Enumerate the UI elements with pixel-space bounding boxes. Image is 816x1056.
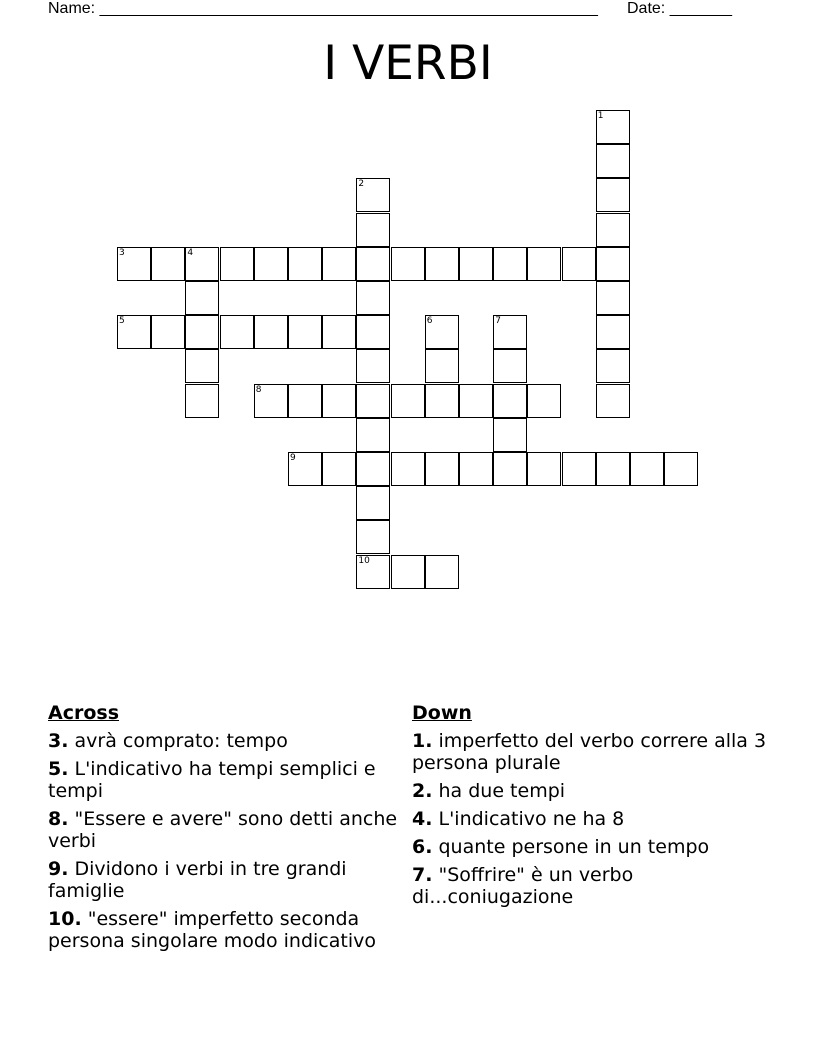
grid-cell[interactable] bbox=[356, 486, 390, 520]
clue-number-label: 5. bbox=[48, 758, 69, 780]
clue-number: 2 bbox=[358, 179, 365, 190]
clue-text: "essere" imperfetto seconda persona singolare modo indicativo bbox=[48, 908, 376, 952]
down-clue bbox=[412, 864, 772, 908]
grid-cell[interactable] bbox=[425, 247, 459, 281]
grid-cell[interactable] bbox=[630, 452, 664, 486]
grid-cell[interactable] bbox=[117, 247, 151, 281]
grid-cell[interactable] bbox=[391, 247, 425, 281]
clue-text: quante persone in un tempo bbox=[432, 836, 710, 858]
grid-cell[interactable] bbox=[288, 452, 322, 486]
clue-text: L'indicativo ne ha 8 bbox=[432, 808, 625, 830]
grid-cell[interactable] bbox=[220, 247, 254, 281]
grid-cell[interactable] bbox=[425, 315, 459, 349]
grid-cell[interactable] bbox=[254, 384, 288, 418]
clue-number-label: 1. bbox=[412, 730, 433, 752]
grid-cell[interactable] bbox=[493, 349, 527, 383]
grid-cell[interactable] bbox=[459, 247, 493, 281]
grid-cell[interactable] bbox=[527, 384, 561, 418]
grid-cell[interactable] bbox=[185, 315, 219, 349]
grid-cell[interactable] bbox=[322, 452, 356, 486]
clue-number-label: 7. bbox=[412, 864, 433, 886]
across-clue bbox=[48, 908, 408, 952]
clue-number-label: 2. bbox=[412, 780, 433, 802]
grid-cell[interactable] bbox=[425, 555, 459, 589]
clue-number-label: 10. bbox=[48, 908, 82, 930]
grid-cell[interactable] bbox=[356, 349, 390, 383]
clue-text: Dividono i verbi in tre grandi famiglie bbox=[48, 858, 347, 902]
grid-cell[interactable] bbox=[288, 247, 322, 281]
clue-number-label: 4. bbox=[412, 808, 433, 830]
grid-cell[interactable] bbox=[527, 452, 561, 486]
grid-cell[interactable] bbox=[322, 247, 356, 281]
clue-number-label: 3. bbox=[48, 730, 69, 752]
down-heading: Down bbox=[412, 702, 472, 724]
grid-cell[interactable] bbox=[459, 452, 493, 486]
grid-cell[interactable] bbox=[356, 520, 390, 554]
clue-number: 8 bbox=[255, 384, 262, 395]
across-clue bbox=[48, 858, 408, 902]
grid-cell[interactable] bbox=[356, 315, 390, 349]
clue-text: imperfetto del verbo correre alla 3 persona plurale bbox=[412, 730, 767, 774]
grid-cell[interactable] bbox=[356, 452, 390, 486]
grid-cell[interactable] bbox=[185, 384, 219, 418]
down-clue bbox=[412, 808, 772, 830]
clue-number: 9 bbox=[290, 453, 296, 463]
grid-cell[interactable] bbox=[596, 315, 630, 349]
down-clues bbox=[412, 702, 772, 914]
grid-cell[interactable] bbox=[185, 349, 219, 383]
down-clue bbox=[412, 780, 772, 802]
clue-number: 10 bbox=[358, 555, 370, 566]
grid-cell[interactable] bbox=[493, 418, 527, 452]
grid-cell[interactable] bbox=[185, 247, 219, 281]
grid-cell[interactable] bbox=[493, 384, 527, 418]
grid-cell[interactable] bbox=[356, 418, 390, 452]
grid-cell[interactable] bbox=[322, 315, 356, 349]
grid-cell[interactable] bbox=[562, 247, 596, 281]
grid-cell[interactable] bbox=[185, 281, 219, 315]
grid-cell[interactable] bbox=[322, 384, 356, 418]
grid-cell[interactable] bbox=[596, 144, 630, 178]
grid-cell[interactable] bbox=[493, 315, 527, 349]
grid-cell[interactable] bbox=[391, 452, 425, 486]
grid-cell[interactable] bbox=[596, 110, 630, 144]
grid-cell[interactable] bbox=[356, 555, 390, 589]
date-field-label: Date: _______ bbox=[627, 0, 732, 17]
grid-cell[interactable] bbox=[596, 384, 630, 418]
grid-cell[interactable] bbox=[220, 315, 254, 349]
grid-cell[interactable] bbox=[356, 213, 390, 247]
grid-cell[interactable] bbox=[596, 213, 630, 247]
across-heading: Across bbox=[48, 702, 120, 724]
clue-number-label: 8. bbox=[48, 808, 69, 830]
grid-cell[interactable] bbox=[254, 247, 288, 281]
across-clue bbox=[48, 758, 408, 802]
grid-cell[interactable] bbox=[391, 555, 425, 589]
grid-cell[interactable] bbox=[356, 281, 390, 315]
clue-number: 7 bbox=[495, 316, 501, 327]
down-clue bbox=[412, 730, 772, 774]
grid-cell[interactable] bbox=[254, 315, 288, 349]
grid-cell[interactable] bbox=[562, 452, 596, 486]
grid-cell[interactable] bbox=[596, 178, 630, 212]
grid-cell[interactable] bbox=[356, 247, 390, 281]
grid-cell[interactable] bbox=[493, 452, 527, 486]
name-field-label: Name: ________________________________________________________ bbox=[48, 0, 598, 17]
grid-cell[interactable] bbox=[459, 384, 493, 418]
clue-number: 5 bbox=[119, 316, 125, 327]
grid-cell[interactable] bbox=[288, 315, 322, 349]
grid-cell[interactable] bbox=[391, 384, 425, 418]
grid-cell[interactable] bbox=[425, 452, 459, 486]
grid-cell[interactable] bbox=[117, 315, 151, 349]
grid-cell[interactable] bbox=[425, 349, 459, 383]
grid-cell[interactable] bbox=[493, 247, 527, 281]
grid-cell[interactable] bbox=[151, 247, 185, 281]
clue-text: avrà comprato: tempo bbox=[68, 730, 288, 752]
page-title: I VERBI bbox=[323, 36, 493, 91]
clue-number-label: 6. bbox=[412, 836, 433, 858]
grid-cell[interactable] bbox=[356, 384, 390, 418]
clue-text: ha due tempi bbox=[432, 780, 566, 802]
across-clue bbox=[48, 808, 408, 852]
clue-number: 3 bbox=[119, 247, 125, 258]
grid-cell[interactable] bbox=[151, 315, 185, 349]
clue-number: 4 bbox=[187, 247, 194, 258]
grid-cell[interactable] bbox=[527, 247, 561, 281]
across-clues bbox=[48, 702, 408, 958]
grid-cell[interactable] bbox=[425, 384, 459, 418]
grid-cell[interactable] bbox=[664, 452, 698, 486]
clue-number: 6 bbox=[426, 316, 433, 327]
clue-number-label: 9. bbox=[48, 858, 69, 880]
clue-text: "Essere e avere" sono detti anche verbi bbox=[48, 808, 398, 852]
grid-cell[interactable] bbox=[596, 247, 630, 281]
grid-cell[interactable] bbox=[596, 281, 630, 315]
across-clue bbox=[48, 730, 408, 752]
grid-cell[interactable] bbox=[288, 384, 322, 418]
grid-cell[interactable] bbox=[596, 349, 630, 383]
down-clue bbox=[412, 836, 772, 858]
clue-number: 1 bbox=[597, 111, 604, 121]
grid-cell[interactable] bbox=[596, 452, 630, 486]
clue-text: "Soffrire" è un verbo di...coniugazione bbox=[412, 864, 634, 908]
clue-text: L'indicativo ha tempi semplici e tempi bbox=[48, 758, 376, 802]
grid-cell[interactable] bbox=[356, 178, 390, 212]
